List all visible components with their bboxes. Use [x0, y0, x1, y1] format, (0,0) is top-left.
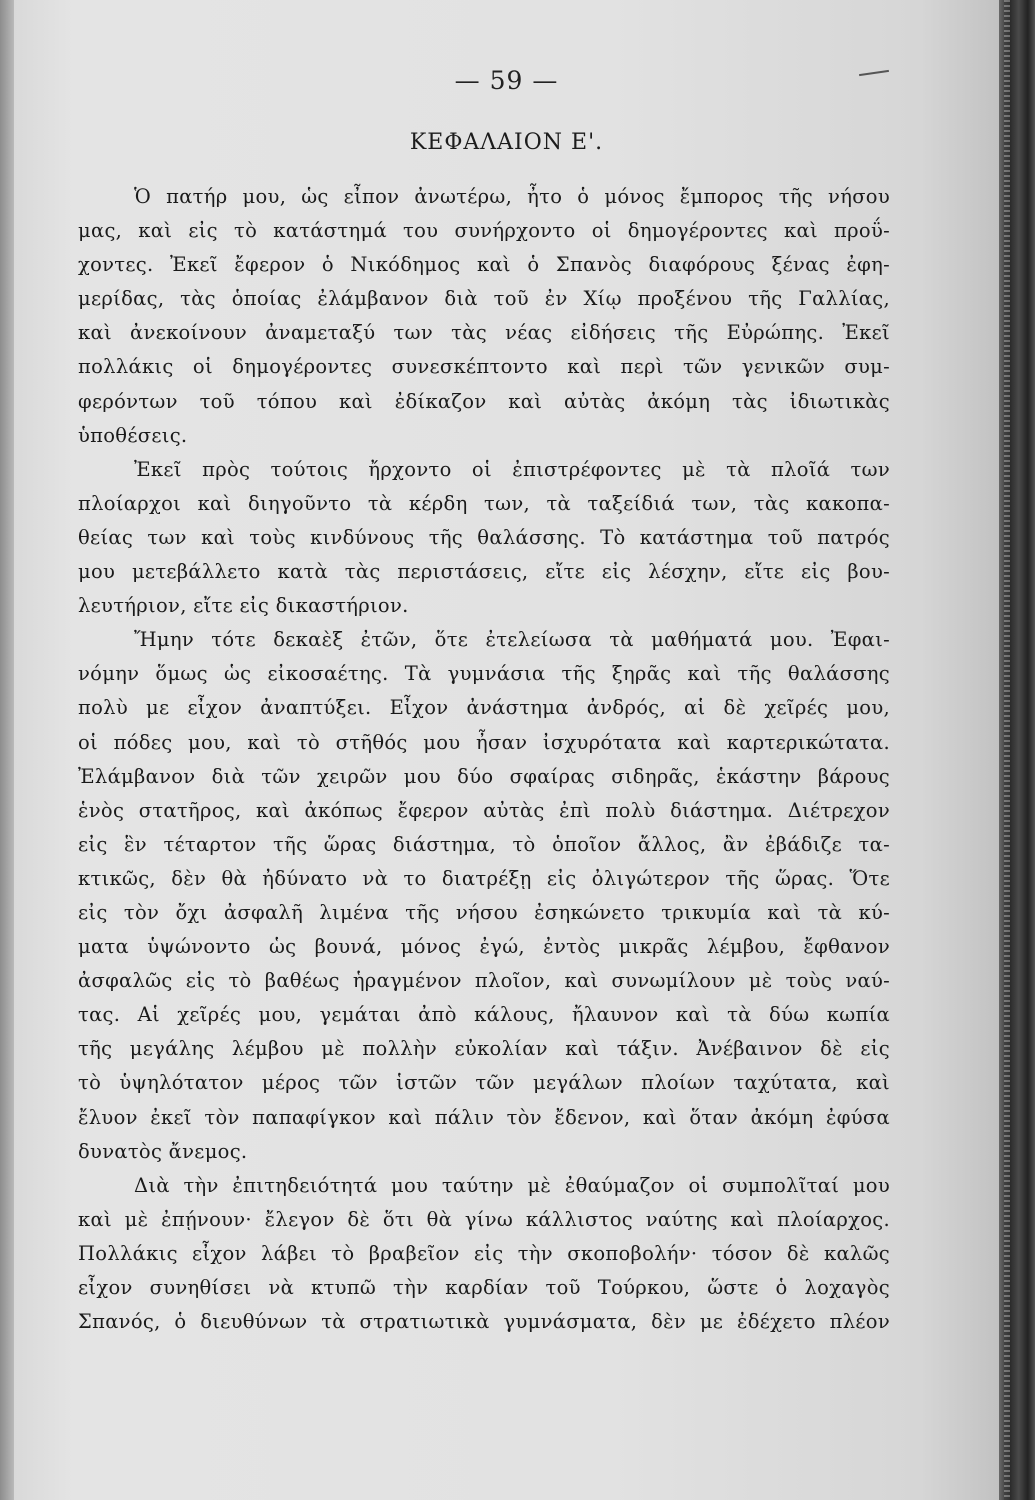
text-line: καὶ μὲ ἐπῄνουν· ἔλεγον δὲ ὅτι θὰ γίνω κάλλιστος ναύτης καὶ πλοίαρχος. [78, 1207, 890, 1231]
text-line: λευτήριον, εἴτε εἰς δικαστήριον. [78, 594, 409, 618]
book-left-edge [0, 0, 14, 1500]
body-text [78, 180, 890, 1339]
text-line: πολὺ με εἶχον ἀναπτύξει. Εἶχον ἀνάστημα ἀνδρός, αἱ δὲ χεῖρές μου, [78, 696, 890, 720]
text-line: μας, καὶ εἰς τὸ κατάστημά του συνήρχοντο οἱ δημογέροντες καὶ προΰ- [78, 219, 890, 243]
text-line: Διὰ τὴν ἐπιτηδειότητά μου ταύτην μὲ ἐθαύμαζον οἱ συμπολῖταί μου [134, 1173, 890, 1197]
text-line: θείας των καὶ τοὺς κινδύνους τῆς θαλάσσης. Τὸ κατάστημα τοῦ πατρός [78, 525, 890, 549]
text-line: εἰς τὸν ὄχι ἀσφαλῆ λιμένα τῆς νήσου ἐσηκώνετο τρικυμία καὶ τὰ κύ- [78, 900, 890, 924]
text-line: φερόντων τοῦ τόπου καὶ ἐδίκαζον καὶ αὐτὰς ἀκόμη τὰς ἰδιωτικὰς [78, 389, 890, 413]
text-line: δυνατὸς ἄνεμος. [78, 1139, 248, 1163]
text-line: εἶχον συνηθίσει νὰ κτυπῶ τὴν καρδίαν τοῦ Τούρκου, ὥστε ὁ λοχαγὸς [78, 1276, 890, 1299]
text-line: τὸ ὑψηλότατον μέρος τῶν ἱστῶν τῶν μεγάλων πλοίων ταχύτατα, καὶ [78, 1071, 890, 1095]
chapter-title: ΚΕΦΑΛΑΙΟΝ Ε'. [409, 130, 604, 155]
text-line: τῆς μεγάλης λέμβου μὲ πολλὴν εὐκολίαν καὶ τάξιν. Ἀνέβαινον δὲ εἰς [78, 1037, 890, 1061]
text-line: νόμην ὅμως ὡς εἰκοσαέτης. Τὰ γυμνάσια τῆς ξηρᾶς καὶ τῆς θαλάσσης [78, 662, 890, 686]
text-line: μου μετεβάλλετο κατὰ τὰς περιστάσεις, εἴτε εἰς λέσχην, εἴτε εἰς βου- [78, 560, 890, 584]
text-line: Σπανός, ὁ διευθύνων τὰ στρατιωτικὰ γυμνάσματα, δὲν με ἐδέχετο πλέον [78, 1310, 890, 1334]
text-line: καὶ ἀνεκοίνουν ἀναμεταξύ των τὰς νέας εἰδήσεις τῆς Εὐρώπης. Ἐκεῖ [78, 321, 890, 345]
text-line: εἰς ἓν τέταρτον τῆς ὥρας διάστημα, τὸ ὁποῖον ἄλλος, ἂν ἐβάδιζε τα- [78, 832, 890, 856]
text-line: Ὁ πατήρ μου, ὡς εἶπον ἀνωτέρω, ἦτο ὁ μόνος ἔμπορος τῆς νήσου [134, 185, 890, 208]
text-line: οἱ πόδες μου, καὶ τὸ στῆθός μου ἦσαν ἰσχυρότατα καὶ καρτερικώτατα. [78, 730, 890, 754]
page-number: — 59 — [454, 66, 559, 95]
text-line: ματα ὑψώνοντο ὡς βουνά, μόνος ἐγώ, ἐντὸς μικρᾶς λέμβου, ἔφθανον [78, 935, 890, 959]
text-line: Ἐλάμβανον διὰ τῶν χειρῶν μου δύο σφαίρας σιδηρᾶς, ἑκάστην βάρους [78, 764, 890, 788]
text-line: Πολλάκις εἶχον λάβει τὸ βραβεῖον εἰς τὴν σκοποβολήν· τόσον δὲ καλῶς [78, 1241, 890, 1265]
text-line: πλοίαρχοι καὶ διηγοῦντο τὰ κέρδη των, τὰ ταξείδιά των, τὰς κακοπα- [78, 491, 890, 515]
text-line: ὑποθέσεις. [78, 423, 188, 447]
text-line: Ἐκεῖ πρὸς τούτοις ἤρχοντο οἱ ἐπιστρέφοντες μὲ τὰ πλοῖά των [134, 457, 890, 481]
text-line: ἀσφαλῶς εἰς τὸ βαθέως ἡραγμένον πλοῖον, καὶ συνωμίλουν μὲ τοὺς ναύ- [78, 969, 890, 993]
text-line: κτικῶς, δὲν θὰ ἠδύνατο νὰ το διατρέξῃ εἰς ὀλιγώτερον τῆς ὥρας. Ὅτε [78, 866, 890, 890]
text-line: ἑνὸς στατῆρος, καὶ ἀκόπως ἔφερον αὐτὰς ἐπὶ πολὺ διάστημα. Διέτρεχον [78, 798, 890, 822]
text-line: Ἤμην τότε δεκαὲξ ἐτῶν, ὅτε ἐτελείωσα τὰ μαθήματά μου. Ἐφαι- [134, 628, 890, 652]
text-line: πολλάκις οἱ δημογέροντες συνεσκέπτοντο καὶ περὶ τῶν γενικῶν συμ- [78, 355, 890, 379]
text-line: μερίδας, τὰς ὁποίας ἐλάμβανον διὰ τοῦ ἐν Χίῳ προξένου τῆς Γαλλίας, [78, 287, 890, 311]
book-page [14, 0, 999, 1500]
book-spine-texture [1004, 0, 1010, 1500]
text-line: τας. Αἱ χεῖρές μου, γεμάται ἀπὸ κάλους, ἤλαυνον καὶ τὰ δύω κωπία [78, 1003, 890, 1027]
text-line: χοντες. Ἐκεῖ ἔφερον ὁ Νικόδημος καὶ ὁ Σπανὸς διαφόρους ξένας ἐφη- [78, 253, 890, 277]
text-line: ἔλυον ἐκεῖ τὸν παπαφίγκον καὶ πάλιν τὸν ἔδενον, καὶ ὅταν ἀκόμη ἐφύσα [78, 1105, 890, 1129]
